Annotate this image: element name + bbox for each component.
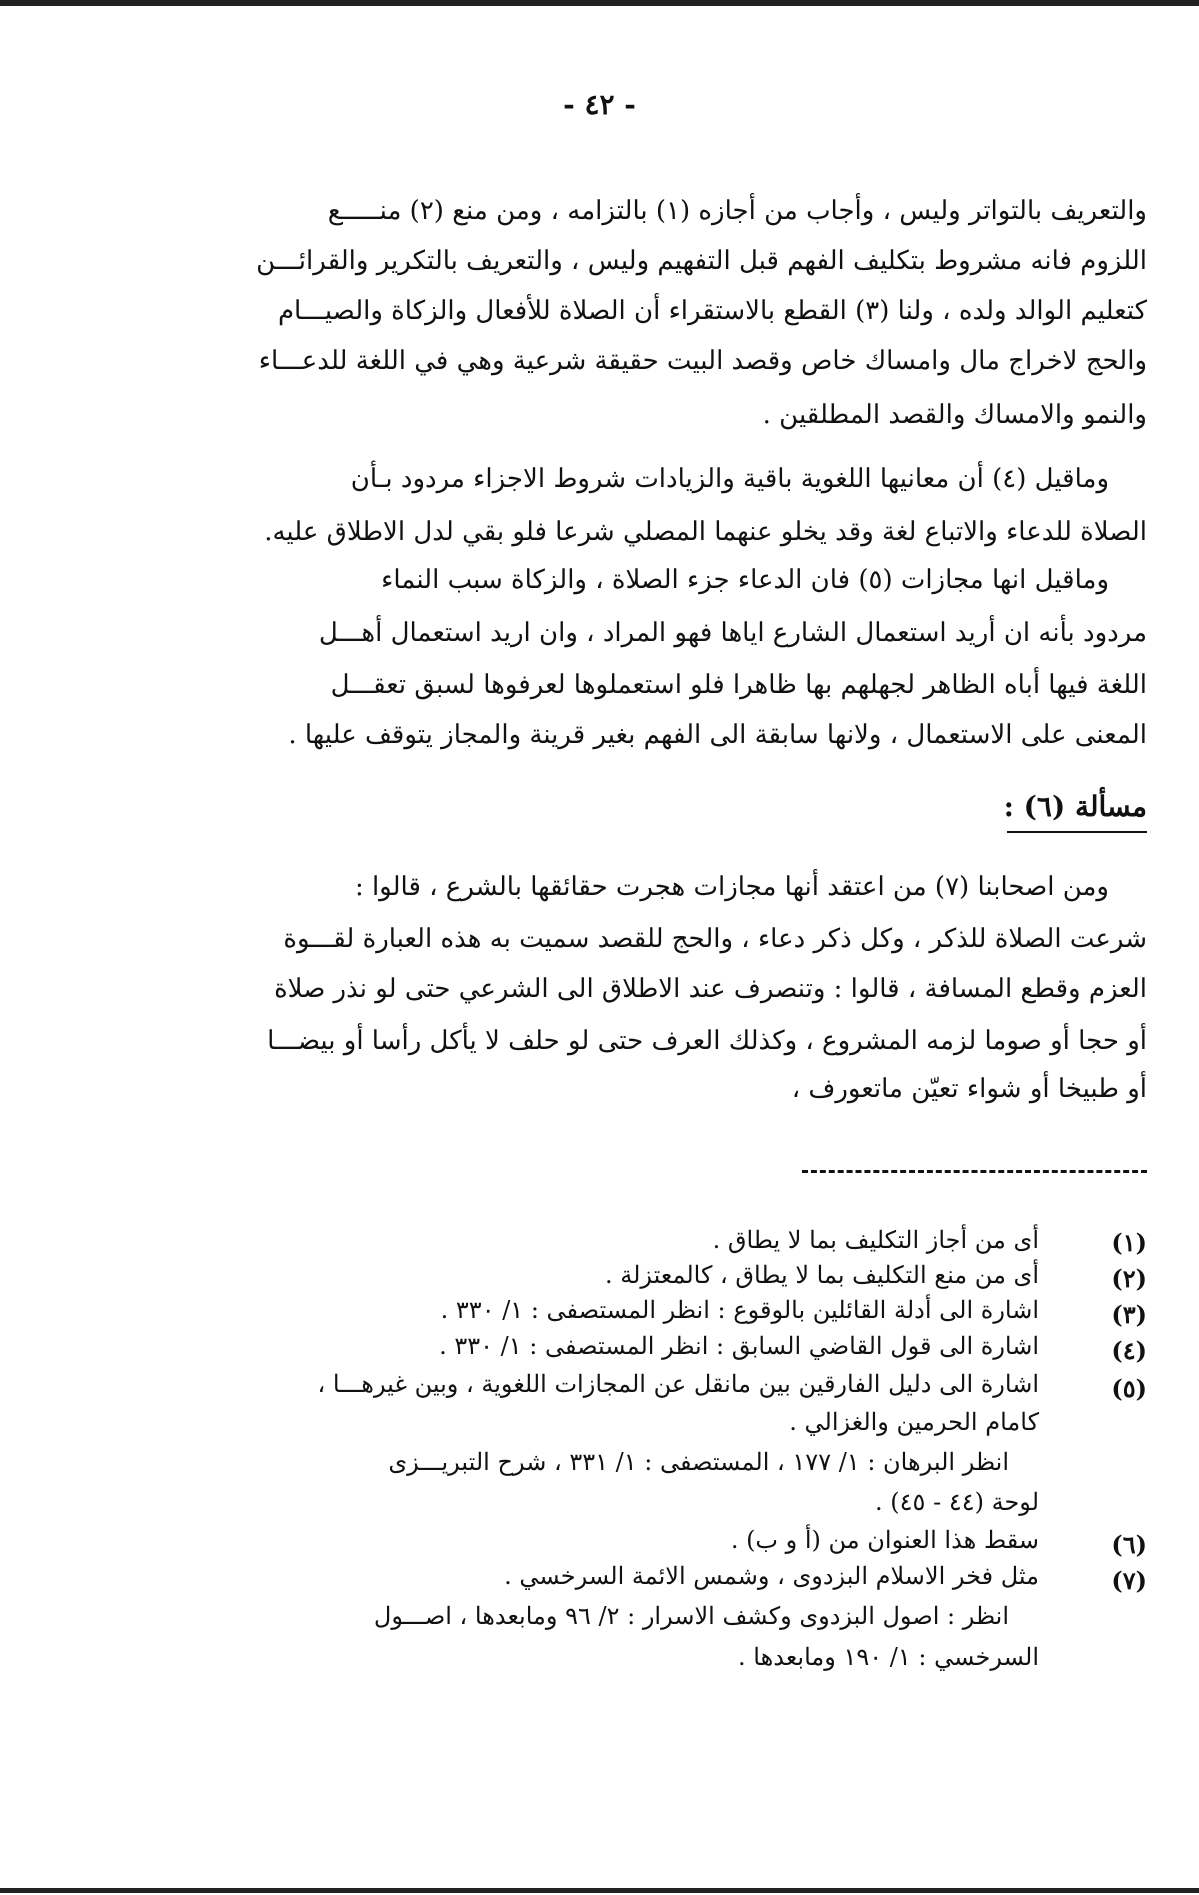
footnote-number-1: (١): [1111, 1228, 1147, 1257]
footnote-separator: [802, 1170, 1147, 1173]
footnote-5-text-line-1: اشارة الى دليل الفارقين بين مانقل عن المجازات اللغوية ، وبين غيرهـــا ،: [317, 1370, 1039, 1398]
paragraph-1-line-5: والنمو والامساك والقصد المطلقين .: [762, 400, 1147, 430]
paragraph-2-line-2: الصلاة للدعاء والاتباع لغة وقد يخلو عنهما المصلي شرعا فلو بقي لدل الاطلاق عليه.: [264, 517, 1147, 547]
footnote-number-6: (٦): [1111, 1530, 1147, 1559]
footnote-5-text-line-4: لوحة (٤٤ - ٤٥) .: [875, 1488, 1039, 1516]
section-line-5: أو طبيخا أو شواء تعيّن ماتعورف ،: [791, 1074, 1147, 1104]
paragraph-1-line-3: كتعليم الوالد ولده ، ولنا (٣) القطع بالاستقراء أن الصلاة للأفعال والزكاة والصيـــام: [277, 296, 1147, 326]
section-line-1: ومن اصحابنا (٧) من اعتقد أنها مجازات هجرت حقائقها بالشرع ، قالوا :: [354, 872, 1109, 902]
footnote-5-text-line-3: انظر البرهان : ١/ ١٧٧ ، المستصفى : ١/ ٣٣١ ، شرح التبريـــزى: [388, 1448, 1009, 1476]
paragraph-3-line-1: وماقيل انها مجازات (٥) فان الدعاء جزء الصلاة ، والزكاة سبب النماء: [381, 565, 1109, 595]
paragraph-1-line-2: اللزوم فانه مشروط بتكليف الفهم قبل التفهيم وليس ، والتعريف بالتكرير والقرائـــن: [256, 246, 1147, 276]
section-line-3: العزم وقطع المسافة ، قالوا : وتنصرف عند الاطلاق الى الشرعي حتى لو نذر صلاة: [274, 974, 1147, 1004]
section-heading: مسألة (٦) :: [1007, 790, 1147, 833]
footnote-7-text-line-3: السرخسي : ١/ ١٩٠ ومابعدها .: [738, 1643, 1039, 1671]
footnote-3-text: اشارة الى أدلة القائلين بالوقوع : انظر المستصفى : ١/ ٣٣٠ .: [440, 1296, 1039, 1324]
footnote-number-3: (٣): [1111, 1300, 1147, 1329]
section-line-4: أو حجا أو صوما لزمه المشروع ، وكذلك العرف حتى لو حلف لا يأكل رأسا أو بيضـــا: [267, 1026, 1147, 1056]
footnote-number-2: (٢): [1111, 1264, 1147, 1293]
page-number: - ٤٢ -: [563, 88, 636, 121]
footnote-2-text: أى من منع التكليف بما لا يطاق ، كالمعتزلة .: [604, 1261, 1039, 1289]
footnote-number-5: (٥): [1111, 1374, 1147, 1403]
footnote-5-text-line-2: كامام الحرمين والغزالي .: [789, 1408, 1039, 1436]
section-line-2: شرعت الصلاة للذكر ، وكل ذكر دعاء ، والحج للقصد سميت به هذه العبارة لقـــوة: [283, 924, 1147, 954]
paragraph-3-line-3: اللغة فيها أباه الظاهر لجهلهم بها ظاهرا فلو استعملوها لعرفوها لسبق تعقـــل: [330, 670, 1147, 700]
footnote-6-text: سقط هذا العنوان من (أ و ب) .: [730, 1526, 1039, 1554]
paragraph-2-line-1: وماقيل (٤) أن معانيها اللغوية باقية والزيادات شروط الاجزاء مردود بـأن: [350, 464, 1109, 494]
footnote-4-text: اشارة الى قول القاضي السابق : انظر المستصفى : ١/ ٣٣٠ .: [439, 1332, 1039, 1360]
paragraph-3-line-2: مردود بأنه ان أريد استعمال الشارع اياها فهو المراد ، وان اريد استعمال أهـــل: [318, 618, 1147, 648]
top-border-rule: [0, 0, 1199, 6]
paragraph-1-line-1: والتعريف بالتواتر وليس ، وأجاب من أجازه (١) بالتزامه ، ومن منع (٢) منـــــع: [327, 196, 1147, 226]
paragraph-1-line-4: والحج لاخراج مال وامساك خاص وقصد البيت حقيقة شرعية وهي في اللغة للدعـــاء: [258, 346, 1147, 376]
footnote-number-7: (٧): [1111, 1566, 1147, 1595]
bottom-border-rule: [0, 1888, 1199, 1893]
footnote-1-text: أى من أجاز التكليف بما لا يطاق .: [712, 1226, 1039, 1254]
footnote-7-text-line-1: مثل فخر الاسلام البزدوى ، وشمس الائمة السرخسي .: [504, 1562, 1039, 1590]
paragraph-3-line-4: المعنى على الاستعمال ، ولانها سابقة الى الفهم بغير قرينة والمجاز يتوقف عليها .: [288, 720, 1147, 750]
footnote-number-4: (٤): [1111, 1336, 1147, 1365]
footnote-7-text-line-2: انظر : اصول البزدوى وكشف الاسرار : ٢/ ٩٦ ومابعدها ، اصـــول: [373, 1602, 1009, 1630]
